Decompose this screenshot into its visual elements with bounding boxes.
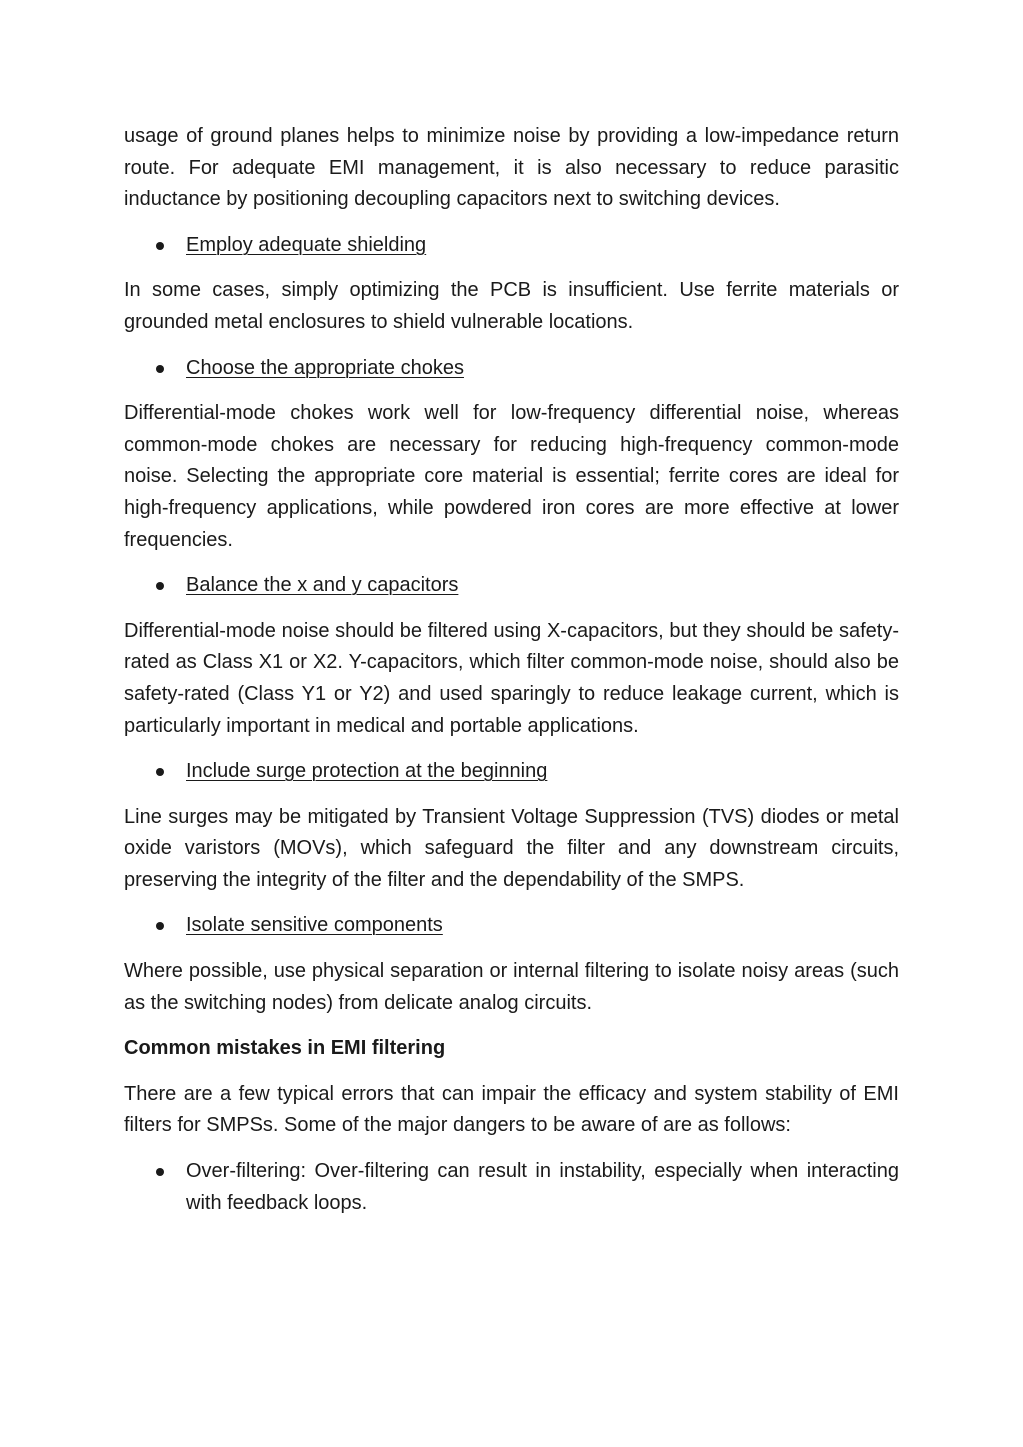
bullet-dot-icon — [156, 242, 164, 250]
paragraph-isolate: Where possible, use physical separation or internal filtering to isolate noisy areas (such as the switching nodes) from delicate analog circuits. — [124, 960, 899, 1014]
bullet-label: Isolate sensitive components — [186, 914, 443, 937]
bullet-label: Employ adequate shielding — [186, 233, 427, 256]
bullet-dot-icon — [156, 582, 164, 590]
paragraph-mistakes-intro: There are a few typical errors that can impair the efficacy and system stability of EMI filters for SMPSs. Some of the major dangers to be aware of are as follows: — [124, 1082, 899, 1137]
bullet-dot-icon — [156, 922, 164, 930]
paragraph-ground-planes: usage of ground planes helps to minimize noise by providing a low-impedance return route. For adequate EMI management, it is also necessary to reduce parasitic inductance by positioning decoupling capacitors next to switching devices. — [124, 125, 899, 211]
bullet-item-surge-protection — [124, 756, 899, 788]
document-page — [124, 121, 899, 1233]
section-heading: Common mistakes in EMI filtering — [124, 1037, 446, 1060]
bullet-item-over-filtering — [124, 1156, 899, 1219]
paragraph-capacitors: Differential-mode noise should be filtered using X-capacitors, but they should be safety-rated as Class X1 or X2. Y-capacitors, which filter common-mode noise, should also be safety-rated (Class Y1 or Y2) and used sparingly to reduce leakage current, which is particularly important in medical and portable applications. — [124, 619, 899, 737]
bullet-item-capacitors — [124, 570, 899, 602]
paragraph-shielding: In some cases, simply optimizing the PCB is insufficient. Use ferrite materials or grounded metal enclosures to shield vulnerable locations. — [124, 279, 899, 333]
bullet-dot-icon — [156, 365, 164, 373]
bullet-item-chokes — [124, 353, 899, 385]
bullet-dot-icon — [156, 768, 164, 776]
bullet-label: Balance the x and y capacitors — [186, 574, 459, 597]
bullet-item-shielding — [124, 230, 899, 262]
bullet-dot-icon — [156, 1168, 164, 1176]
bullet-label: Include surge protection at the beginning — [186, 760, 548, 783]
paragraph-surge-protection: Line surges may be mitigated by Transient Voltage Suppression (TVS) diodes or metal oxide varistors (MOVs), which safeguard the filter and any downstream circuits, preserving the integrity of the filter and the dependability of the SMPS. — [124, 805, 899, 891]
bullet-label: Choose the appropriate chokes — [186, 356, 464, 379]
bullet-item-isolate — [124, 910, 899, 942]
paragraph-chokes: Differential-mode chokes work well for low-frequency differential noise, whereas common-mode chokes are necessary for reducing high-frequency common-mode noise. Selecting the appropriate core material is essential; ferrite cores are ideal for high-frequency applications, while powdered iron cores are more effective at lower frequencies. — [124, 402, 899, 551]
bullet-label: Over-filtering: Over-filtering can result in instability, especially when interacting with feedback loops. — [186, 1160, 899, 1214]
